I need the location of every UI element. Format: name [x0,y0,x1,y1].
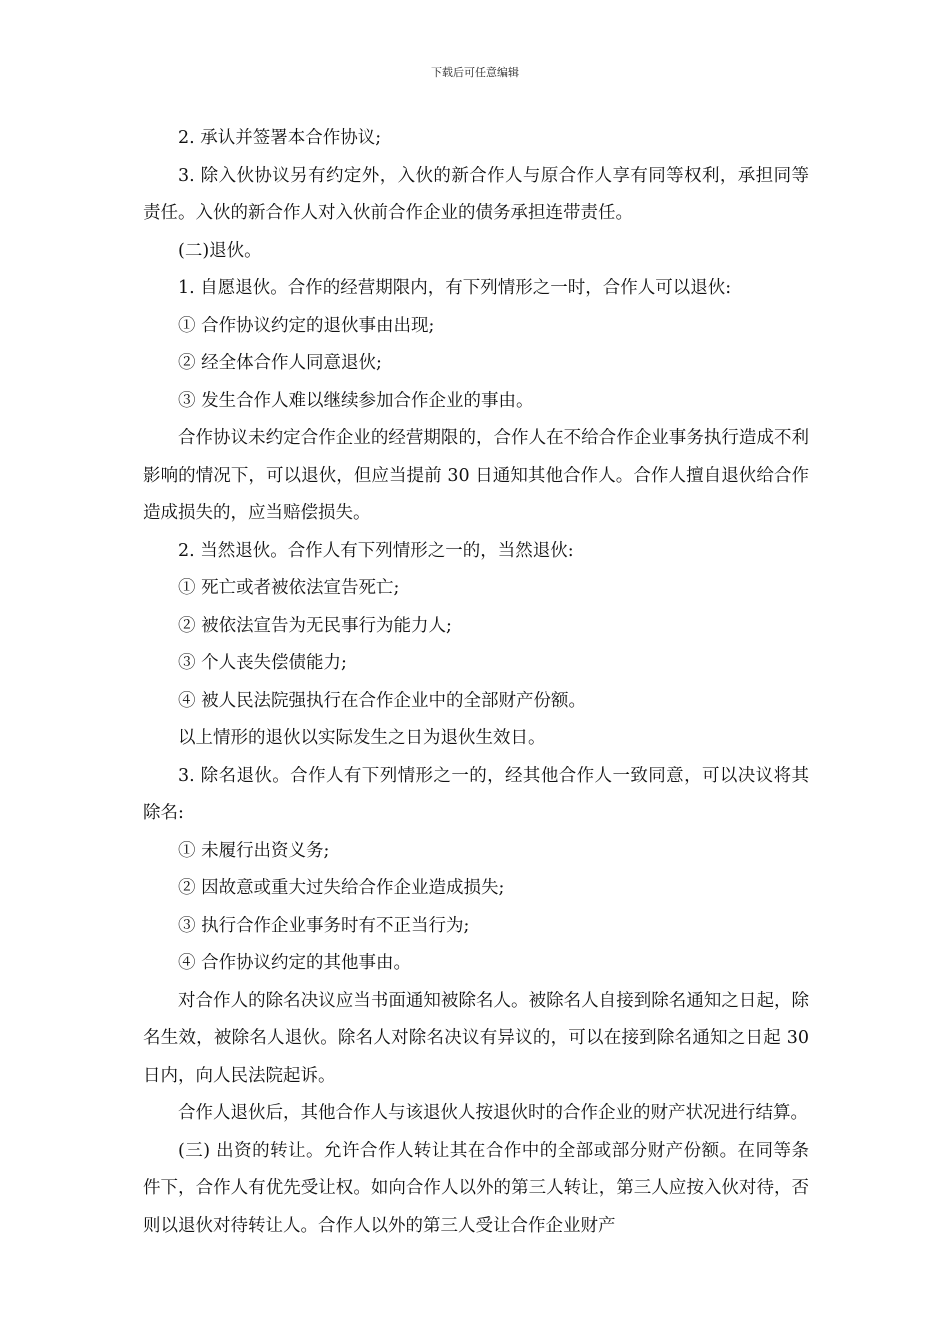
paragraph-6: ② 经全体合作人同意退伙; [178,353,382,373]
paragraph-11: ② 被依法宣告为无民事行为能力人; [178,615,452,636]
paragraph-2: 3. 除入伙协议另有约定外，入伙的新合作人与原合作人享有同等权利，承担同等责任。入伙的新合作人对入伙前合作企业的债务承担连带责任。 [143,165,809,223]
paragraph-7: ③ 发生合作人难以继续参加合作企业的事由。 [178,390,534,411]
paragraph-1: 2. 承认并签署本合作协议; [178,128,382,148]
paragraph-15: 3. 除名退伙。合作人有下列情形之一的，经其他合作人一致同意，可以决议将其除名: [143,765,809,823]
paragraph-20: 对合作人的除名决议应当书面通知被除名人。被除名人自接到除名通知之日起，除名生效，被除名人退伙。除名人对除名决议有异议的，可以在接到除名通知之日起 30 日内，向人民法院起诉。 [143,990,809,1086]
page-header: 下载后可任意编辑 [431,66,519,79]
paragraph-4: 1. 自愿退伙。合作的经营期限内，有下列情形之一时，合作人可以退伙: [178,278,732,298]
paragraph-12: ③ 个人丧失偿债能力; [178,653,347,673]
paragraph-5: ① 合作协议约定的退伙事由出现; [178,315,435,336]
paragraph-18: ③ 执行合作企业事务时有不正当行为; [178,915,470,936]
paragraph-8: 合作协议未约定合作企业的经营期限的，合作人在不给合作企业事务执行造成不利影响的情况下，可以退伙，但应当提前 30 日通知其他合作人。合作人擅自退伙给合作造成损失的，应当赔偿损失。 [143,428,809,523]
paragraph-16: ① 未履行出资义务; [178,840,330,861]
document-body [143,120,809,1245]
paragraph-19: ④ 合作协议约定的其他事由。 [178,953,412,973]
paragraph-17: ② 因故意或重大过失给合作企业造成损失; [178,878,505,898]
paragraph-13: ④ 被人民法院强执行在合作企业中的全部财产份额。 [178,690,587,711]
paragraph-9: 2. 当然退伙。合作人有下列情形之一的，当然退伙: [178,540,574,561]
paragraph-14: 以上情形的退伙以实际发生之日为退伙生效日。 [178,728,546,748]
paragraph-22: (三) 出资的转让。允许合作人转让其在合作中的全部或部分财产份额。在同等条件下，合作人有优先受让权。如向合作人以外的第三人转让，第三人应按入伙对待，否则以退伙对待转让人。合作人以外的第三人受让合作企业财产 [143,1140,809,1236]
paragraph-10: ① 死亡或者被依法宣告死亡; [178,578,400,598]
paragraph-3: (二)退伙。 [178,240,262,261]
paragraph-21: 合作人退伙后，其他合作人与该退伙人按退伙时的合作企业的财产状况进行结算。 [178,1103,808,1123]
